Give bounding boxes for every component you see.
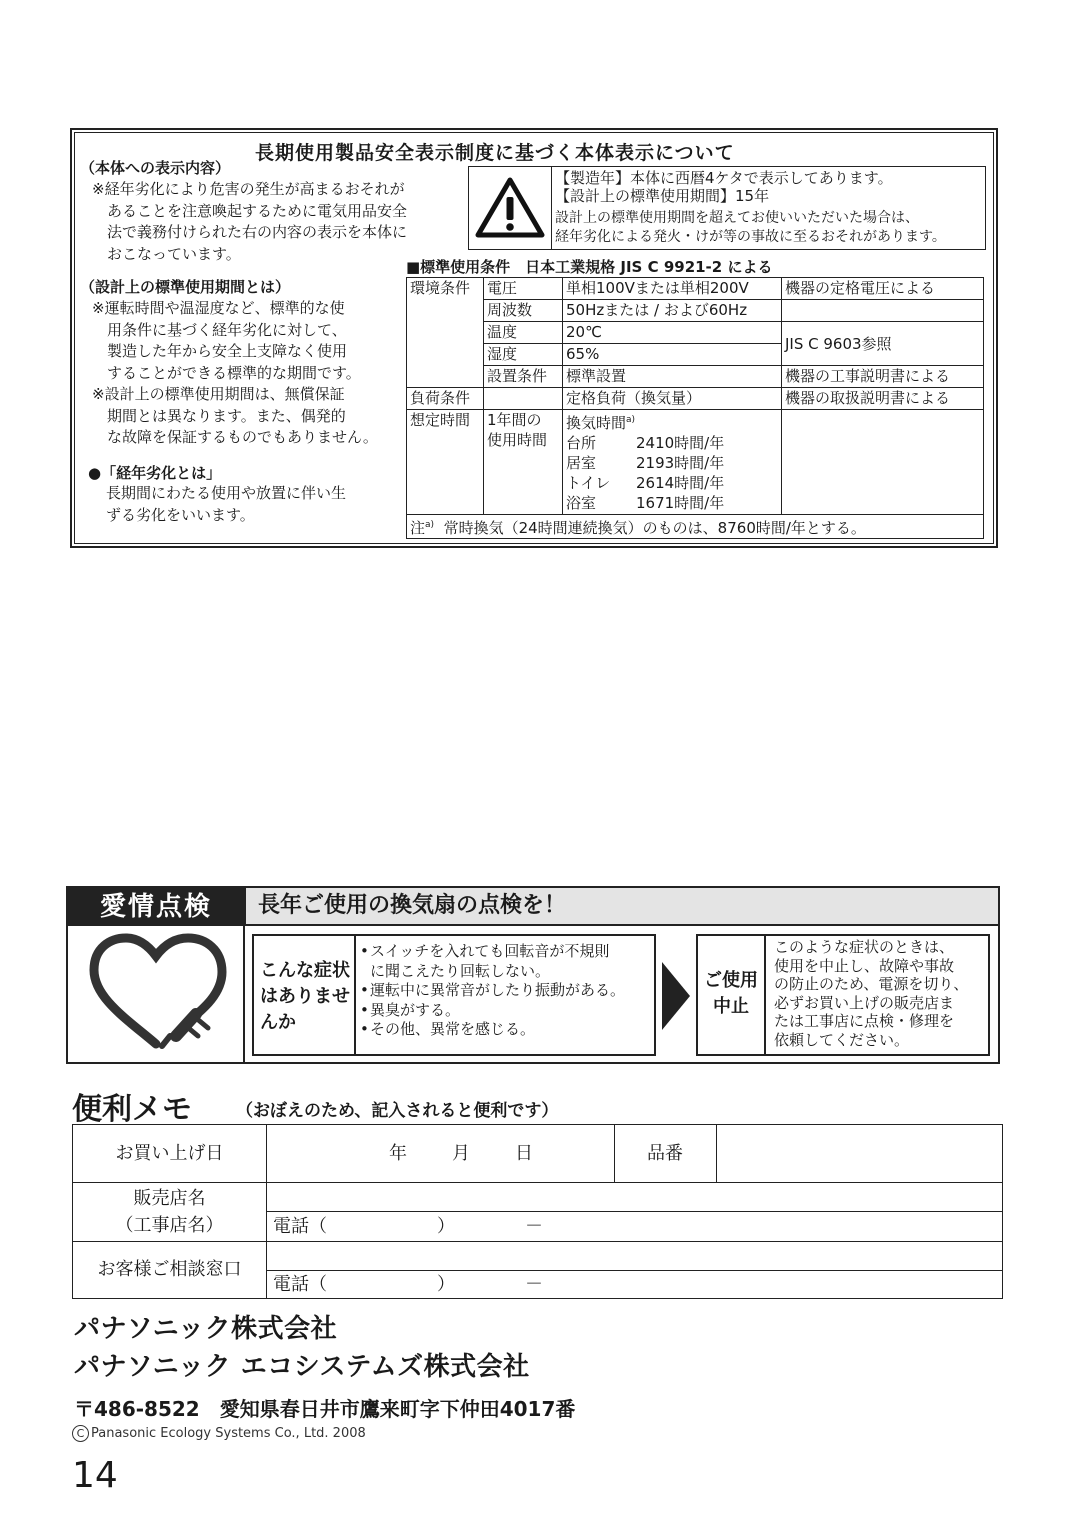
vent-hours-cell: 換気時間$^{a)}$ 台所 2410時間/年 居室 2193時間/年 トイレ 2614時間/年 浴室 1671時間/年	[563, 410, 782, 515]
memo-table	[72, 1124, 1003, 1299]
memo-title: 便利メモ	[72, 1092, 192, 1127]
period-text: ※運転時間や温湿度など、標準的な使 用条件に基づく経年劣化に対して、 製造した年から安全上支障なく使用 することができる標準的な期間です。 ※設計上の標準使用期間は、無償保証 期間とは異なります。また、偶発的 な故障を保証するものでもありません。	[92, 299, 378, 446]
standard-conditions-heading: ■標準使用条件 日本工業規格 JIS C 9921-2 による	[406, 258, 773, 276]
copyright-icon: C	[72, 1425, 89, 1442]
symptoms-list	[360, 942, 625, 1040]
month-label: 月	[452, 1143, 470, 1164]
store-label: 販売店名 （工事店名）	[115, 1188, 224, 1236]
standard-conditions-table: 環境条件 電圧 単相100Vまたは単相200V 機器の定格電圧による 周波数 50Hzまたは / および60Hz 温度 20℃ JIS C 9603参照 湿度 65% 設置条件 標準設置 機器の工事説明書による 負荷条件 定格負荷（換気量） 機器の取扱説明書による 想定時間 1年間の 使用時間 換気時間$^{a)}$ 台所 2410時間/年 居室 2193時間/年 トイレ 2614時間/年 浴室 1671時間/年 注$^{a)}$ 常時換気（24時間連続換気）のものは、8760時間/年とする。	[406, 277, 984, 539]
company-name-1: パナソニック株式会社	[74, 1314, 338, 1344]
safety-title: 長期使用製品安全表示制度に基づく本体表示について	[255, 142, 735, 164]
list-item: •その他、異常を感じる。	[360, 1020, 536, 1038]
purchase-date-label: お買い上げ日	[115, 1143, 224, 1164]
label-content: 【製造年】本体に西暦4ケタで表示してあります。 【設計上の標準使用期間】15年	[555, 169, 893, 205]
copyright: C Panasonic Ecology Systems Co., Ltd. 2008	[72, 1425, 366, 1442]
company-address: 〒486-8522 愛知県春日井市鷹来町字下仲田4017番	[74, 1397, 576, 1421]
purchase-date-field[interactable]	[267, 1126, 613, 1181]
day-label: 日	[515, 1143, 533, 1164]
inspection-badge: 愛情点検	[68, 888, 244, 926]
display-text: ※経年劣化により危害の発生が高まるおそれが あることを注意喚起するために電気用品安全 法で義務付けられた右の内容の表示を本体に おこなっています。	[92, 180, 408, 263]
period-heading: （設計上の標準使用期間とは）	[80, 278, 291, 296]
annual-usage-cell: 1年間の 使用時間	[484, 410, 563, 515]
divider	[243, 926, 245, 1062]
consult-phone-field[interactable]: 電話（ ） －	[273, 1274, 543, 1295]
stop-use-label: ご使用 中止	[698, 936, 766, 1054]
aging-heading: ●「経年劣化とは」	[88, 464, 222, 482]
heart-plug-icon	[84, 932, 234, 1062]
list-item: •運転中に異常音がしたり振動がある。	[360, 981, 626, 999]
table-footnote: 注$^{a)}$ 常時換気（24時間連続換気）のものは、8760時間/年とする。	[407, 515, 984, 539]
stop-use-box	[696, 934, 990, 1056]
label-warning-text: 設計上の標準使用期間を超えてお使いいただいた場合は、 経年劣化による発火・けが等の事故に至るおそれがあります。	[555, 210, 946, 245]
divider	[68, 924, 246, 926]
symptoms-box	[252, 934, 656, 1056]
model-field[interactable]	[716, 1126, 1001, 1181]
arrow-right-icon	[662, 962, 690, 1030]
list-item: •スイッチを入れても回転音が不規則 に聞こえたり回転しない。	[360, 942, 610, 980]
memo-subtitle: （おぼえのため、記入されると便利です）	[236, 1101, 559, 1121]
store-name-field[interactable]	[267, 1183, 1002, 1211]
label-warning-box	[468, 166, 986, 250]
list-item: •異臭がする。	[360, 1000, 461, 1019]
company-name-2: パナソニック エコシステムズ株式会社	[74, 1352, 530, 1382]
consult-name-field[interactable]	[267, 1242, 1002, 1270]
model-label: 品番	[647, 1143, 683, 1164]
display-heading: （本体への表示内容）	[80, 159, 231, 177]
aging-text: 長期間にわたる使用や放置に伴い生 ずる劣化をいいます。	[106, 484, 347, 524]
stop-use-text: このような症状のときは、 使用を中止し、故障や事故 の防止のため、電源を切り、 必ずお買い上げの販売店ま たは工事店に点検・修理を 依頼してください。	[774, 938, 969, 1049]
symptoms-label: こんな症状 はありませ んか	[254, 936, 356, 1054]
consult-label: お客様ご相談窓口	[97, 1259, 242, 1280]
page-number: 14	[72, 1455, 118, 1496]
year-label: 年	[389, 1143, 407, 1164]
inspection-headline: 長年ご使用の換気扇の点検を！	[244, 888, 998, 926]
warning-triangle-icon	[469, 167, 552, 249]
store-phone-field[interactable]: 電話（ ） －	[273, 1216, 543, 1237]
